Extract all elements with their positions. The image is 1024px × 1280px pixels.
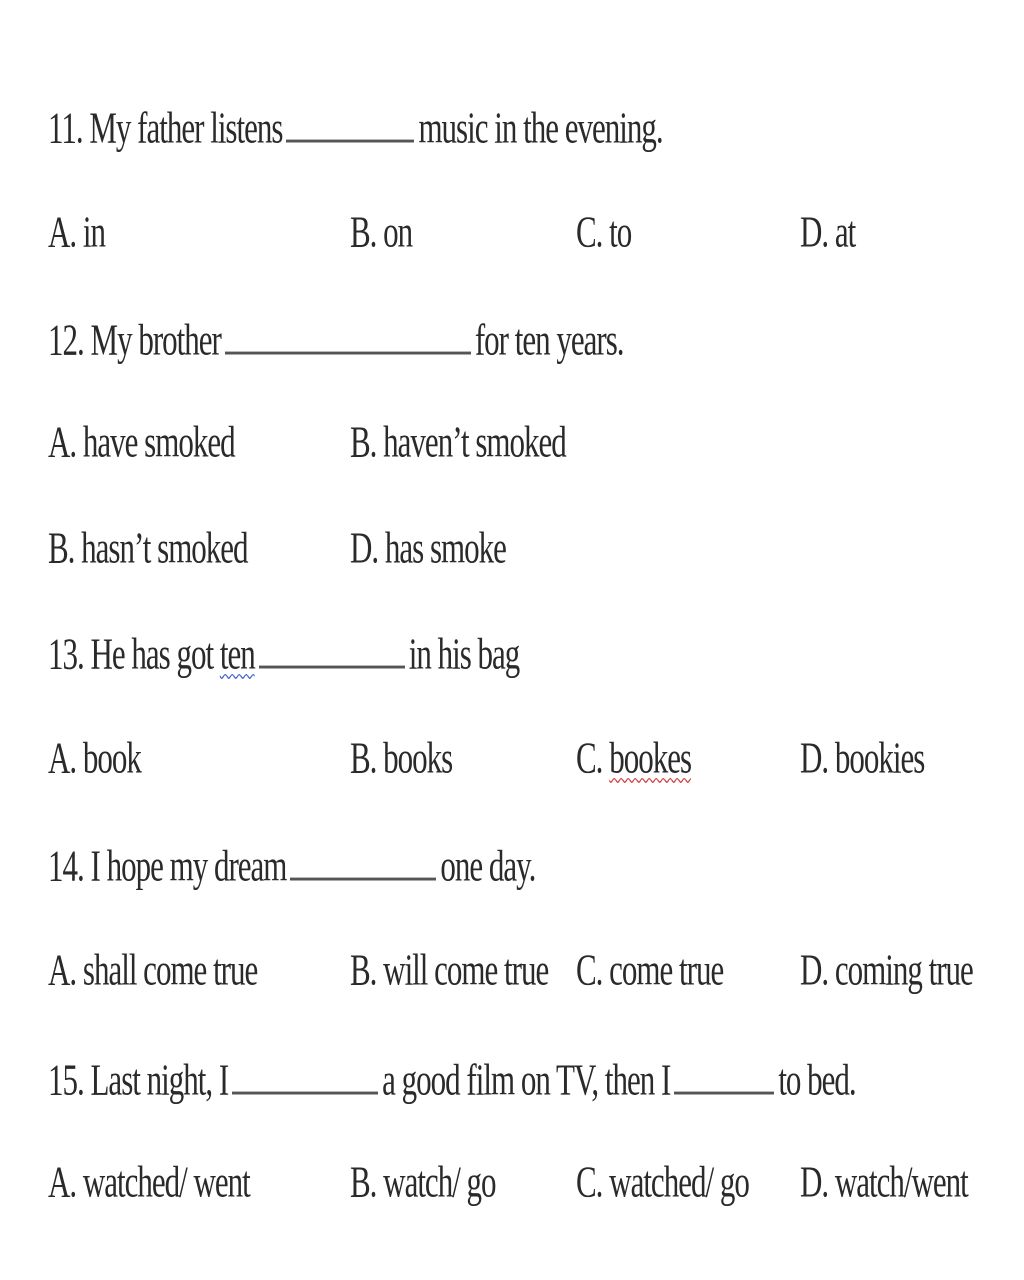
option-d[interactable]: D. coming true (800, 943, 973, 995)
option-d[interactable]: D. bookies (800, 731, 925, 783)
spellcheck-word: bookes (609, 731, 692, 783)
option-d[interactable]: D. has smoke (350, 521, 506, 573)
option-a[interactable]: A. shall come true (48, 943, 258, 995)
question-number: 12. (48, 313, 84, 365)
question-14 (48, 828, 535, 903)
options-11 (48, 194, 988, 269)
answer-blank[interactable] (259, 622, 405, 668)
answer-blank[interactable] (286, 96, 414, 142)
answer-blank-2[interactable] (674, 1048, 774, 1094)
option-d[interactable]: D. at (800, 205, 856, 257)
option-c-prefix: C. (576, 731, 610, 783)
question-11 (48, 90, 663, 165)
option-b[interactable]: B. on (350, 205, 413, 257)
question-number: 11. (48, 101, 83, 153)
question-number: 14. (48, 839, 84, 891)
options-12-row1 (48, 404, 988, 479)
question-text: for ten years. (474, 313, 624, 365)
options-13 (48, 720, 988, 795)
question-text: in his bag (408, 627, 520, 679)
question-12 (48, 302, 624, 377)
question-text: I hope my dream (90, 839, 287, 891)
question-13 (48, 616, 519, 691)
options-15 (48, 1144, 988, 1219)
option-a[interactable]: A. have smoked (48, 415, 235, 467)
options-12-row2 (48, 510, 988, 585)
option-c[interactable]: C. come true (576, 943, 724, 995)
option-b[interactable]: B. haven’t smoked (350, 415, 566, 467)
answer-blank[interactable] (225, 308, 471, 354)
option-b[interactable]: B. will come true (350, 943, 549, 995)
question-text: He has got (90, 627, 220, 679)
options-14 (48, 932, 988, 1007)
option-c[interactable]: C. to (576, 205, 632, 257)
option-a[interactable]: A. in (48, 205, 105, 257)
option-b[interactable]: B. books (350, 731, 453, 783)
option-c[interactable] (576, 720, 691, 795)
option-a[interactable]: A. book (48, 731, 141, 783)
spellcheck-word: ten (219, 627, 255, 679)
option-b-second[interactable]: B. hasn’t smoked (48, 521, 248, 573)
answer-blank[interactable] (290, 834, 436, 880)
question-15 (48, 1042, 856, 1117)
question-text: My father listens (89, 101, 283, 153)
answer-blank-1[interactable] (232, 1048, 378, 1094)
question-text: My brother (90, 313, 221, 365)
question-number: 15. (48, 1053, 84, 1105)
question-text: a good film on TV, then I (382, 1053, 671, 1105)
question-text: one day. (440, 839, 536, 891)
option-d[interactable]: D. watch/went (800, 1155, 968, 1207)
question-text: music in the evening. (418, 101, 663, 153)
option-b[interactable]: B. watch/ go (350, 1155, 496, 1207)
question-text: Last night, I (90, 1053, 229, 1105)
option-a[interactable]: A. watched/ went (48, 1155, 250, 1207)
question-number: 13. (48, 627, 84, 679)
question-text: to bed. (778, 1053, 856, 1105)
option-c[interactable]: C. watched/ go (576, 1155, 749, 1207)
